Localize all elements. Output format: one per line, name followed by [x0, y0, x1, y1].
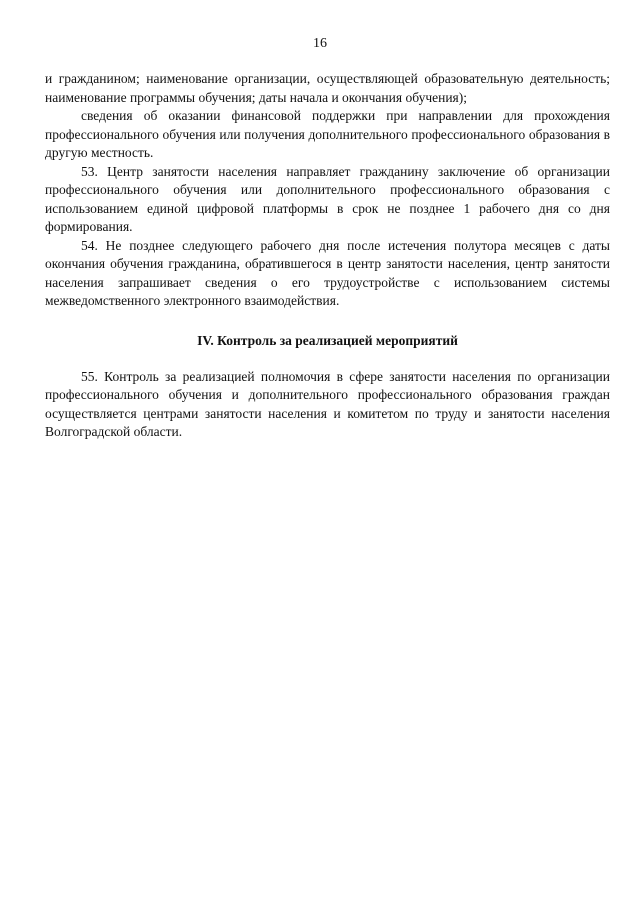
paragraph-financial-support: сведения об оказании финансовой поддержки при направлении для прохождения профессионального обучения или получения дополнительного профессионального образования в другую местность.: [45, 108, 610, 160]
page-number: 16: [313, 36, 327, 51]
paragraph-54: 54. Не позднее следующего рабочего дня после истечения полутора месяцев с даты окончания обучения гражданина, обратившегося в центр занятости населения, центр занятости населения запрашивает сведения о его трудоустройстве с использованием системы межведомственного электронного взаимодействия.: [45, 237, 610, 308]
document-body: [45, 70, 610, 442]
paragraph-55: 55. Контроль за реализацией полномочия в сфере занятости населения по организации профессионального обучения и дополнительного профессионального образования граждан осуществляется центрами занятости населения и комитетом по труду и занятости населения Волгоградской области.: [45, 368, 610, 439]
paragraph-53: 53. Центр занятости населения направляет гражданину заключение об организации профессионального обучения или дополнительного профессионального образования с использованием единой цифровой платформы в срок не позднее 1 рабочего дня со дня формирования.: [45, 163, 610, 234]
paragraph-continuation: и гражданином; наименование организации, осуществляющей образовательную деятельность; наименование программы обучения; даты начала и окончания обучения);: [45, 71, 610, 105]
section-heading: IV. Контроль за реализацией мероприятий: [197, 332, 458, 348]
